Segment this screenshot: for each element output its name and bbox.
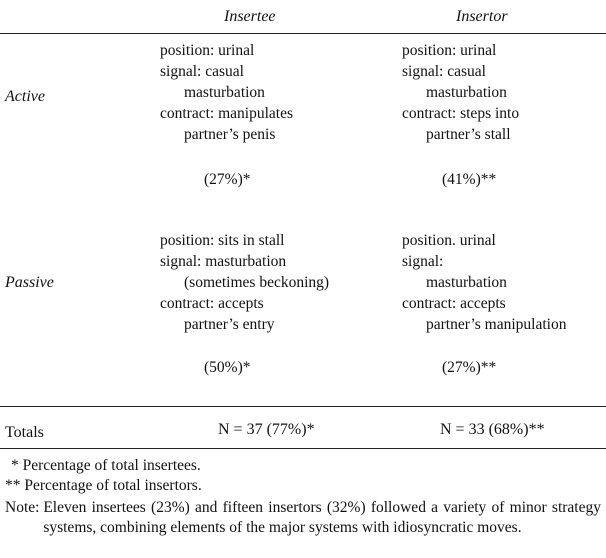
footnote-single-asterisk: * Percentage of total insertees. (11, 457, 201, 474)
row-label-active: Active (5, 88, 45, 105)
cell-line: partner’s penis (184, 126, 276, 143)
cell-line: contract: manipulates (160, 105, 293, 122)
cell-active-insertee (160, 40, 293, 145)
table-bottom-rule (0, 448, 606, 449)
cell-line: contract: accepts (160, 295, 264, 312)
cell-line: partner’s manipulation (426, 316, 567, 333)
cell-line: signal: masturbation (160, 253, 287, 270)
percent-active-insertor: (41%)** (442, 171, 497, 188)
cell-line: signal: (402, 253, 444, 270)
totals-insertor: N = 33 (68%)** (440, 421, 545, 438)
totals-insertee: N = 37 (77%)* (218, 421, 315, 438)
cell-line: position. urinal (402, 232, 496, 249)
percent-active-insertee: (27%)* (204, 171, 251, 188)
cell-line: signal: casual (402, 63, 486, 80)
cell-line: masturbation (426, 274, 507, 291)
cell-passive-insertee (160, 230, 329, 335)
cell-line: position: urinal (402, 42, 497, 59)
percent-passive-insertee: (50%)* (204, 359, 251, 376)
header-rule (0, 33, 606, 34)
table-note (5, 498, 601, 537)
column-header-insertee: Insertee (224, 8, 276, 25)
cell-line: masturbation (184, 84, 265, 101)
cell-line: partner’s entry (184, 316, 275, 333)
cell-line: signal: casual (160, 63, 244, 80)
cell-line: masturbation (426, 84, 507, 101)
column-header-insertor: Insertor (456, 8, 508, 25)
cell-active-insertor (402, 40, 519, 145)
cell-line: contract: steps into (402, 105, 520, 122)
totals-label: Totals (5, 424, 44, 441)
footnote-double-asterisk: ** Percentage of total insertors. (5, 476, 202, 494)
note-label: Note: (5, 499, 40, 516)
percent-passive-insertor: (27%)** (442, 359, 497, 376)
totals-top-rule (0, 406, 606, 407)
cell-line: (sometimes beckoning) (184, 274, 330, 291)
note-text: Eleven insertees (23%) and fifteen insertors (32%) followed a variety of minor strategy systems, combining elements of the major systems with idiosyncratic moves. (43, 499, 601, 536)
cell-line: position: urinal (160, 42, 255, 59)
row-label-passive: Passive (5, 274, 54, 291)
table-footnotes (5, 456, 601, 537)
cell-line: position: sits in stall (160, 232, 285, 249)
cell-line: partner’s stall (426, 126, 511, 143)
cell-line: contract: accepts (402, 295, 506, 312)
cell-passive-insertor (402, 230, 566, 335)
